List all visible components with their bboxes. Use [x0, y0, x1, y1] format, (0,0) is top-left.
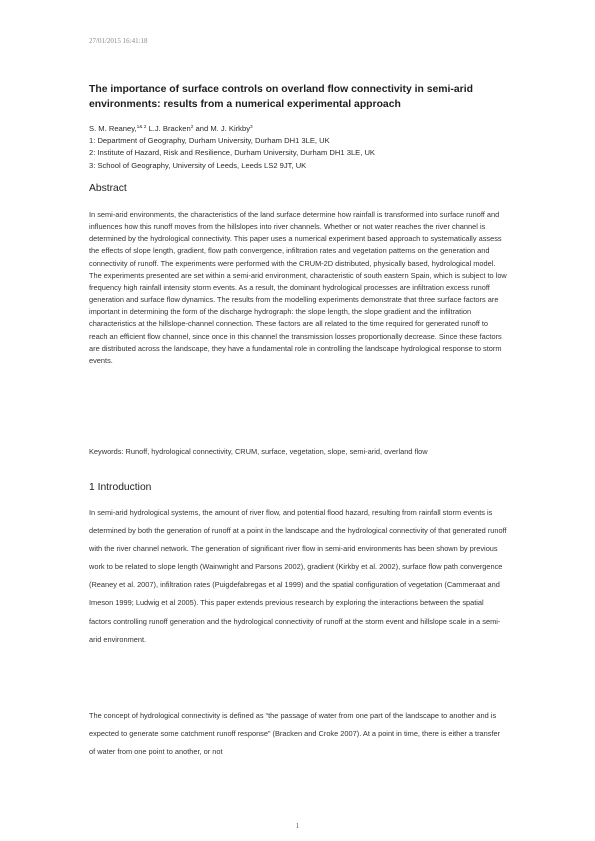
- timestamp: 27/01/2015 16:41:18: [89, 37, 148, 45]
- author-block: [89, 122, 509, 172]
- affiliation-1: 1: Department of Geography, Durham University, Durham DH1 3LE, UK: [89, 136, 330, 146]
- author-bracken: L.J. Bracken: [146, 124, 191, 133]
- abstract-text: In semi-arid environments, the characteristics of the land surface determine how rainfall is transformed into surface runoff and influences how this runoff moves from the hillslopes into river channels. Whether or not water reaches the river channel is determined by the hydrological connectivity. This paper uses a numerical experiment based approach to systematically assess the effects of slope length, gradient, flow path convergence, infiltration rates and vegetation patterns on the generation and connectivity of runoff. The experiments were performed with the CRUM-2D distributed, physically based, hydrological model. The experiments presented are set within a semi-arid environment, characteristic of south eastern Spain, which is subject to low frequency high rainfall intensity storm events. As a result, the dominant hydrological processes are infiltration excess runoff generation and surface flow dynamics. The results from the modelling experiments demonstrate that three surface factors are important in determining the form of the discharge hydrograph: the slope length, the slope gradient and the infiltration characteristics at the hillslope-channel connection. These factors are all related to the time required for generated runoff to reach an efficient flow channel, since once in this channel the transmission losses proportionally decrease. Since these factors are distributed across the landscape, they have a fundamental role in controlling the landscape hydrological response to storm events.: [89, 210, 507, 365]
- author-reaney: S. M. Reaney,: [89, 124, 137, 133]
- paper-title: The importance of surface controls on overland flow connectivity in semi-arid environments: results from a numerical experimental approach: [89, 84, 473, 110]
- author-line: [89, 124, 253, 133]
- page-number: 1: [295, 822, 300, 830]
- introduction-paragraph-1: In semi-arid hydrological systems, the amount of river flow, and potential flood hazard, resulting from rainfall storm events is determined by both the generation of runoff at a point in the landscape and the hydrological connectivity of that generated runoff with the river channel network. The generation of significant river flow in semi-arid environments has been shown by previous work to be related to slope length (Wainwright and Parsons 2002), gradient (Kirkby et al. 2002), surface flow path convergence (Reaney et al. 2007), infiltration rates (Puigdefabregas et al 1999) and the spatial configuration of vegetation (Cammeraat and Imeson 1999; Ludwig et al 2005). This paper extends previous research by exploring the interactions between the spatial factors controlling runoff generation and the hydrological connectivity of runoff at the storm event and hillslope scale in a semi-arid environment.: [89, 508, 507, 644]
- author-bracken-affiliation: 2: [190, 125, 194, 130]
- introduction-paragraph-2: The concept of hydrological connectivity is defined as “the passage of water from one part of the landscape to another and is expected to generate some catchment runoff response” (Bracken and Croke 2007). At a point in time, there is either a transfer of water from one point to another, or not: [89, 711, 501, 757]
- abstract-heading: Abstract: [89, 183, 127, 194]
- author-kirkby: and M. J. Kirkby: [193, 124, 250, 133]
- affiliation-2: 2: Institute of Hazard, Risk and Resilience, Durham University, Durham DH1 3LE, UK: [89, 148, 375, 158]
- author-reaney-affiliation: 1& 2: [136, 125, 147, 130]
- introduction-heading: 1 Introduction: [89, 482, 152, 493]
- affiliation-3: 3: School of Geography, University of Leeds, Leeds LS2 9JT, UK: [89, 160, 307, 170]
- keywords: Keywords: Runoff, hydrological connectivity, CRUM, surface, vegetation, slope, semi-arid, overland flow: [89, 447, 428, 456]
- author-kirkby-affiliation: 3: [250, 125, 253, 130]
